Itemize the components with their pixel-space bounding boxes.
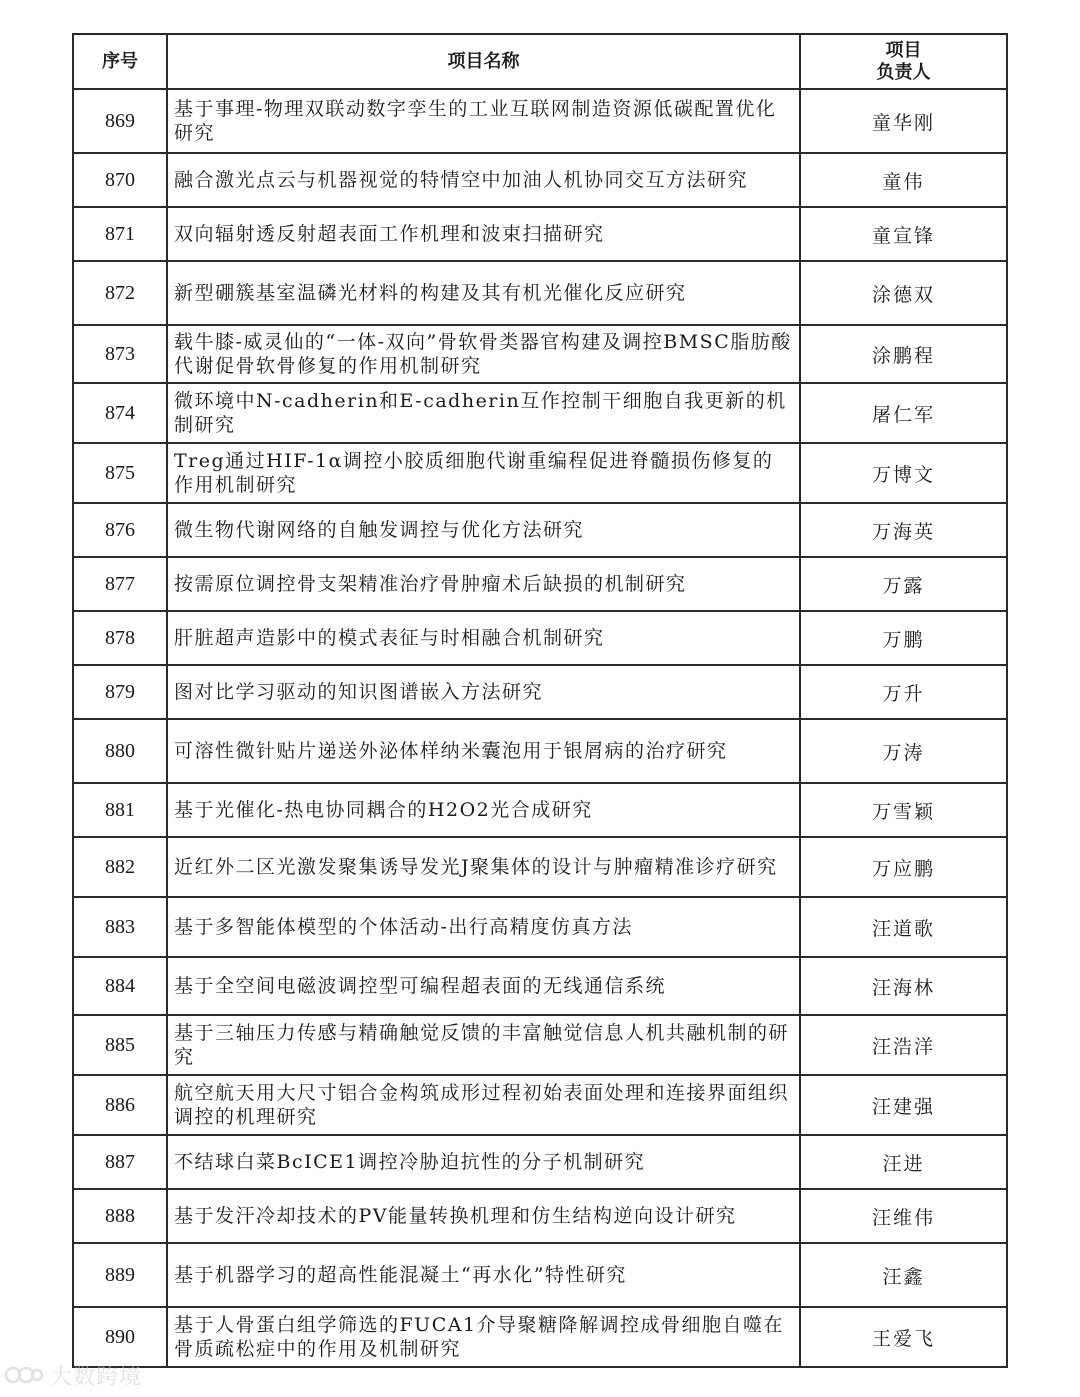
cell-project-name: 微环境中N-cadherin和E-cadherin互作控制干细胞自我更新的机制研究 xyxy=(167,383,800,443)
cell-serial-number: 879 xyxy=(73,665,167,719)
table-row xyxy=(73,957,1007,1015)
table-row xyxy=(73,837,1007,897)
brand-logo-icon xyxy=(4,1362,44,1388)
table-row xyxy=(73,383,1007,443)
table-row xyxy=(73,325,1007,383)
cell-project-leader: 童伟 xyxy=(800,153,1007,207)
table-row xyxy=(73,1307,1007,1367)
cell-project-name: 航空航天用大尺寸铝合金构筑成形过程初始表面处理和连接界面组织调控的机理研究 xyxy=(167,1075,800,1135)
cell-project-leader: 汪建强 xyxy=(800,1075,1007,1135)
cell-project-leader: 童华刚 xyxy=(800,89,1007,153)
cell-project-leader: 万博文 xyxy=(800,443,1007,503)
header-leader-line2: 负责人 xyxy=(876,61,931,83)
cell-project-name: 基于事理-物理双联动数字孪生的工业互联网制造资源低碳配置优化研究 xyxy=(167,89,800,153)
cell-project-name: 基于光催化-热电协同耦合的H2O2光合成研究 xyxy=(167,783,800,837)
cell-serial-number: 882 xyxy=(73,837,167,897)
cell-project-leader: 涂鹏程 xyxy=(800,325,1007,383)
cell-project-name: 载牛膝-威灵仙的“一体-双向”骨软骨类器官构建及调控BMSC脂肪酸代谢促骨软骨修复的作用机制研究 xyxy=(167,325,800,383)
watermark xyxy=(4,1360,142,1390)
cell-project-leader: 汪道歌 xyxy=(800,897,1007,957)
cell-project-name: Treg通过HIF-1α调控小胶质细胞代谢重编程促进脊髓损伤修复的作用机制研究 xyxy=(167,443,800,503)
table-row xyxy=(73,443,1007,503)
header-project-name: 项目名称 xyxy=(167,34,800,89)
cell-project-name: 近红外二区光激发聚集诱导发光J聚集体的设计与肿瘤精准诊疗研究 xyxy=(167,837,800,897)
table-row xyxy=(73,261,1007,325)
cell-project-leader: 万应鹏 xyxy=(800,837,1007,897)
cell-serial-number: 872 xyxy=(73,261,167,325)
cell-serial-number: 886 xyxy=(73,1075,167,1135)
table-body xyxy=(73,89,1007,1367)
table-row xyxy=(73,153,1007,207)
table-row xyxy=(73,719,1007,783)
cell-project-name: 基于三轴压力传感与精确触觉反馈的丰富触觉信息人机共融机制的研究 xyxy=(167,1015,800,1075)
cell-project-leader: 涂德双 xyxy=(800,261,1007,325)
cell-serial-number: 871 xyxy=(73,207,167,261)
cell-project-leader: 万雪颖 xyxy=(800,783,1007,837)
cell-serial-number: 878 xyxy=(73,611,167,665)
table-row xyxy=(73,897,1007,957)
project-table xyxy=(72,33,1008,1368)
cell-serial-number: 885 xyxy=(73,1015,167,1075)
table-row xyxy=(73,1189,1007,1243)
table-row xyxy=(73,89,1007,153)
cell-serial-number: 881 xyxy=(73,783,167,837)
cell-project-leader: 万露 xyxy=(800,557,1007,611)
cell-project-leader: 汪海林 xyxy=(800,957,1007,1015)
table-row xyxy=(73,783,1007,837)
table-row xyxy=(73,503,1007,557)
cell-project-leader: 屠仁军 xyxy=(800,383,1007,443)
cell-project-name: 基于全空间电磁波调控型可编程超表面的无线通信系统 xyxy=(167,957,800,1015)
cell-serial-number: 880 xyxy=(73,719,167,783)
cell-project-leader: 王爱飞 xyxy=(800,1307,1007,1367)
cell-project-name: 肝脏超声造影中的模式表征与时相融合机制研究 xyxy=(167,611,800,665)
table-row xyxy=(73,1015,1007,1075)
cell-project-name: 可溶性微针贴片递送外泌体样纳米囊泡用于银屑病的治疗研究 xyxy=(167,719,800,783)
table-row xyxy=(73,1075,1007,1135)
cell-project-name: 基于人骨蛋白组学筛选的FUCA1介导聚糖降解调控成骨细胞自噬在骨质疏松症中的作用及机制研究 xyxy=(167,1307,800,1367)
cell-project-name: 不结球白菜BcICE1调控冷胁迫抗性的分子机制研究 xyxy=(167,1135,800,1189)
cell-serial-number: 888 xyxy=(73,1189,167,1243)
cell-project-name: 新型硼簇基室温磷光材料的构建及其有机光催化反应研究 xyxy=(167,261,800,325)
cell-project-leader: 万海英 xyxy=(800,503,1007,557)
cell-serial-number: 869 xyxy=(73,89,167,153)
cell-project-name: 基于多智能体模型的个体活动-出行高精度仿真方法 xyxy=(167,897,800,957)
table-row xyxy=(73,1135,1007,1189)
cell-project-leader: 童宣锋 xyxy=(800,207,1007,261)
cell-project-leader: 汪浩洋 xyxy=(800,1015,1007,1075)
table-row xyxy=(73,665,1007,719)
cell-serial-number: 876 xyxy=(73,503,167,557)
cell-serial-number: 874 xyxy=(73,383,167,443)
cell-serial-number: 884 xyxy=(73,957,167,1015)
cell-project-leader: 汪鑫 xyxy=(800,1243,1007,1307)
cell-serial-number: 883 xyxy=(73,897,167,957)
header-row xyxy=(73,34,1007,89)
watermark-text: 大数跨境 xyxy=(50,1364,143,1390)
cell-project-leader: 汪进 xyxy=(800,1135,1007,1189)
table-row xyxy=(73,557,1007,611)
cell-project-name: 微生物代谢网络的自触发调控与优化方法研究 xyxy=(167,503,800,557)
cell-project-leader: 万涛 xyxy=(800,719,1007,783)
cell-serial-number: 890 xyxy=(73,1307,167,1367)
cell-serial-number: 889 xyxy=(73,1243,167,1307)
cell-serial-number: 887 xyxy=(73,1135,167,1189)
cell-serial-number: 870 xyxy=(73,153,167,207)
cell-project-leader: 万升 xyxy=(800,665,1007,719)
cell-project-name: 按需原位调控骨支架精准治疗骨肿瘤术后缺损的机制研究 xyxy=(167,557,800,611)
cell-serial-number: 873 xyxy=(73,325,167,383)
header-serial-number: 序号 xyxy=(73,34,167,89)
cell-project-leader: 万鹏 xyxy=(800,611,1007,665)
table-row xyxy=(73,207,1007,261)
table-row xyxy=(73,1243,1007,1307)
header-leader-line1: 项目 xyxy=(885,39,922,61)
cell-project-name: 图对比学习驱动的知识图谱嵌入方法研究 xyxy=(167,665,800,719)
header-project-leader xyxy=(800,34,1007,89)
cell-project-leader: 汪维伟 xyxy=(800,1189,1007,1243)
cell-project-name: 基于发汗冷却技术的PV能量转换机理和仿生结构逆向设计研究 xyxy=(167,1189,800,1243)
table-header xyxy=(73,34,1007,89)
cell-project-name: 融合激光点云与机器视觉的特情空中加油人机协同交互方法研究 xyxy=(167,153,800,207)
cell-serial-number: 877 xyxy=(73,557,167,611)
cell-project-name: 双向辐射透反射超表面工作机理和波束扫描研究 xyxy=(167,207,800,261)
cell-serial-number: 875 xyxy=(73,443,167,503)
table-row xyxy=(73,611,1007,665)
cell-project-name: 基于机器学习的超高性能混凝土“再水化”特性研究 xyxy=(167,1243,800,1307)
